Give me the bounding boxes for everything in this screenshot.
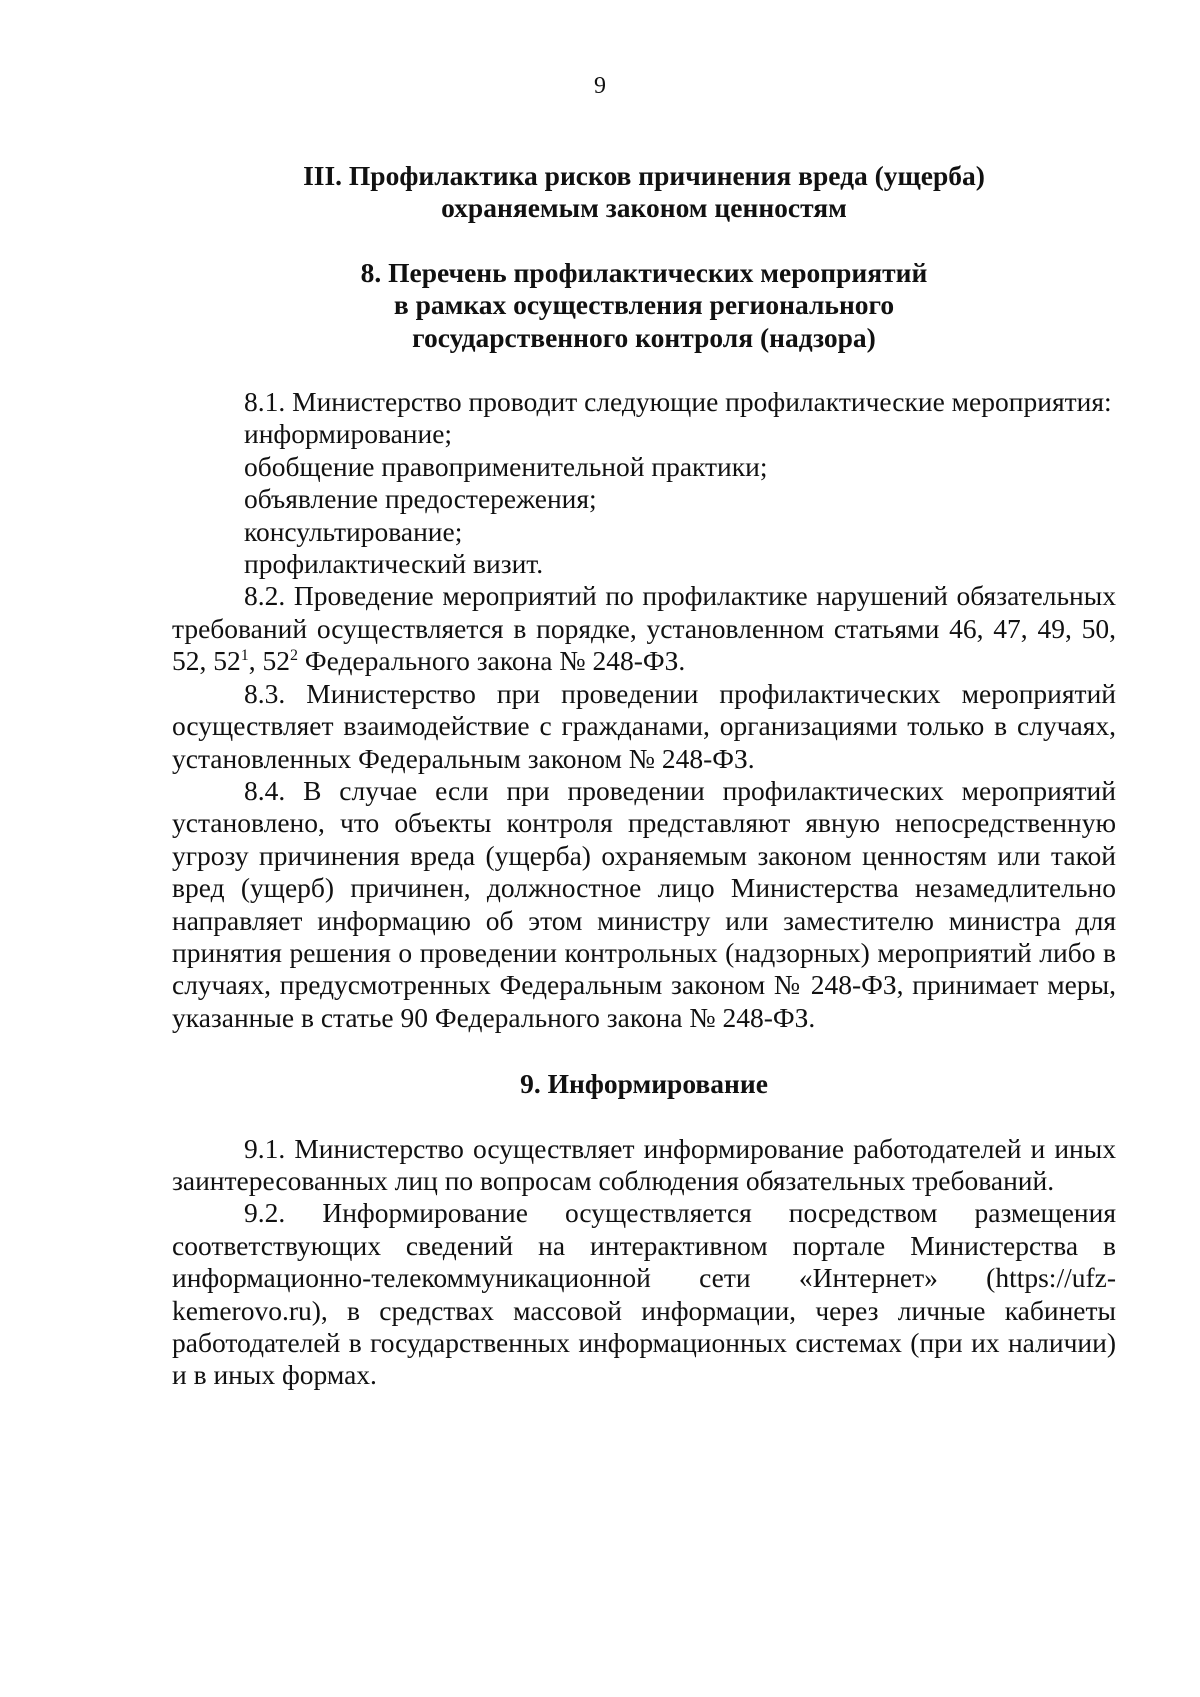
paragraph-8-4: 8.4. В случае если при проведении профилактических мероприятий установлено, что объекты контроля представляют явную непосредственную угрозу причинения вреда (ущерба) охраняемым законом ценностям или такой вред (ущерб) причинен, должностное лицо Министерства незамедлительно направляет информацию об этом министру или заместителю министра для принятия решения о проведении контрольных (надзорных) мероприятий либо в случаях, предусмотренных Федеральным законом № 248-ФЗ, принимает меры, указанные в статье 90 Федерального закона № 248-ФЗ. (172, 774, 1116, 1033)
measure-item: консультирование; (244, 515, 463, 547)
page-number: 9 (594, 73, 606, 99)
subsection-9-title: 9. Информирование (520, 1068, 768, 1100)
paragraph-8-1: 8.1. Министерство проводит следующие профилактические мероприятия: (244, 386, 1112, 418)
paragraph-8-3: 8.3. Министерство при проведении профилактических мероприятий осуществляет взаимодействие с гражданами, организациями только в случаях, установленных Федеральным законом № 248-ФЗ. (172, 677, 1116, 774)
paragraph-8-2-text-1: 8.2. Проведение мероприятий по профилактике нарушений обязательных требований осуществляется в порядке, установленном статьями 46, 47, 49, 50, 52, 52 (172, 580, 1116, 677)
subsection-8-title-line-3: государственного контроля (надзора) (412, 321, 876, 353)
superscript-2: 2 (290, 647, 298, 665)
subsection-8-title-line-2: в рамках осуществления регионального (393, 289, 895, 321)
subsection-8-title-line-1: 8. Перечень профилактических мероприятий (360, 256, 928, 288)
measure-item: обобщение правоприменительной практики; (244, 450, 768, 482)
paragraph-8-2-text-2: , 52 (248, 645, 290, 677)
subsection-8-title (172, 257, 1116, 354)
paragraph-9-1: 9.1. Министерство осуществляет информирование работодателей и иных заинтересованных лиц по вопросам соблюдения обязательных требований. (172, 1132, 1116, 1196)
paragraph-8-2-text-3: Федерального закона № 248-ФЗ. (298, 645, 686, 677)
paragraph-8-2 (172, 580, 1116, 677)
document-body (172, 160, 1116, 1392)
measure-item: объявление предостережения; (244, 483, 597, 515)
section-title-line-2: охраняемым законом ценностям (441, 192, 847, 224)
paragraph-9-2: 9.2. Информирование осуществляется посредством размещения соответствующих сведений на интерактивном портале Министерства в информационно-телекоммуникационной сети «Интернет» (https://ufz-kemerovo.ru), в средствах массовой информации, через личные кабинеты работодателей в государственных информационных системах (при их наличии) и в иных формах. (172, 1197, 1116, 1391)
superscript-1: 1 (240, 647, 249, 665)
measure-item: информирование; (244, 418, 453, 450)
measures-list (172, 418, 1116, 580)
measure-item: профилактический визит. (244, 548, 544, 580)
section-title (172, 160, 1116, 225)
section-title-line-1: III. Профилактика рисков причинения вреда (ущерба) (303, 160, 985, 191)
